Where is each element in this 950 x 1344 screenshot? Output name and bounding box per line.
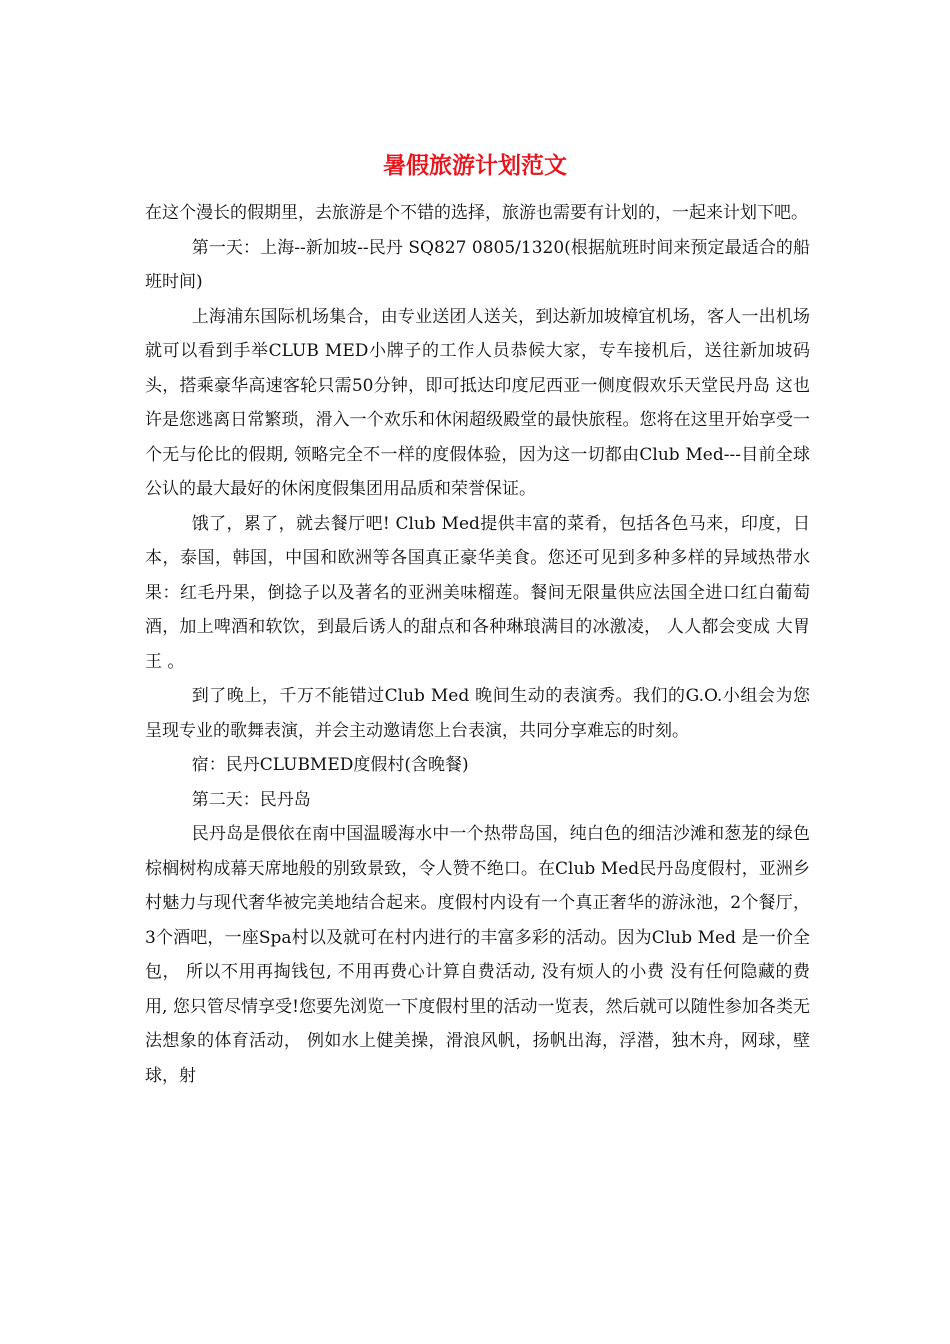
paragraph-day1-dining: 饿了，累了，就去餐厅吧! Club Med提供丰富的菜肴，包括各色马来，印度，日本，泰国，韩国，中国和欧洲等各国真正豪华美食。您还可见到多种多样的异域热带水果：红毛丹果，倒捻子以及著名的亚洲美味榴莲。餐间无限量供应法国全进口红白葡萄酒，加上啤酒和软饮，到最后诱人的甜点和各种琳琅满目的冰激凌， 人人都会变成 大胃王 。 xyxy=(145,513,810,672)
document-title: 暑假旅游计划范文 xyxy=(383,152,567,179)
paragraph-day2-bintan: 民丹岛是偎依在南中国温暖海水中一个热带岛国，纯白色的细洁沙滩和葱茏的绿色棕榈树构成幕天席地般的别致景致，令人赞不绝口。在Club Med民丹岛度假村，亚洲乡村魅力与现代奢华被完美地结合起来。度假村内设有一个真正奢华的游泳池，2个餐厅，3个酒吧，一座Spa村以及就可在村内进行的丰富多彩的活动。因为Club Med 是一价全包， 所以不用再掏钱包, 不用再费心计算自费活动, 没有烦人的小费 没有任何隐藏的费用, 您只管尽情享受!您要先浏览一下度假村里的活动一览表，然后就可以随性参加各类无法想象的体育活动， 例如水上健美操，滑浪风帆，扬帆出海，浮潜，独木舟，网球，壁球，射 xyxy=(145,824,810,1086)
paragraph-day1-evening: 到了晚上，千万不能错过Club Med 晚间生动的表演秀。我们的G.O.小组会为您呈现专业的歌舞表演，并会主动邀请您上台表演，共同分享难忘的时刻。 xyxy=(145,686,810,741)
paragraph-day1-lodging: 宿：民丹CLUBMED度假村(含晚餐) xyxy=(191,755,469,775)
paragraph-day2-heading: 第二天：民丹岛 xyxy=(191,789,311,810)
paragraph-day1-arrival: 上海浦东国际机场集合，由专业送团人送关，到达新加坡樟宜机场，客人一出机场就可以看到手举CLUB MED小牌子的工作人员恭候大家，专车接机后，送往新加坡码头，搭乘豪华高速客轮只需50分钟，即可抵达印度尼西亚一侧度假欢乐天堂民丹岛 这也许是您逃离日常繁琐，滑入一个欢乐和休闲超级殿堂的最快旅程。您将在这里开始享受一个无与伦比的假期, 领略完全不一样的度假体验，因为这一切都由Club Med---目前全球公认的最大最好的休闲度假集团用品质和荣誉保证。 xyxy=(145,306,810,499)
paragraph-intro: 在这个漫长的假期里，去旅游是个不错的选择，旅游也需要有计划的，一起来计划下吧。 xyxy=(145,203,808,223)
document-body xyxy=(145,196,810,1093)
paragraph-day1-heading: 第一天：上海--新加坡--民丹 SQ827 0805/1320(根据航班时间来预定最适合的船班时间) xyxy=(145,237,810,292)
